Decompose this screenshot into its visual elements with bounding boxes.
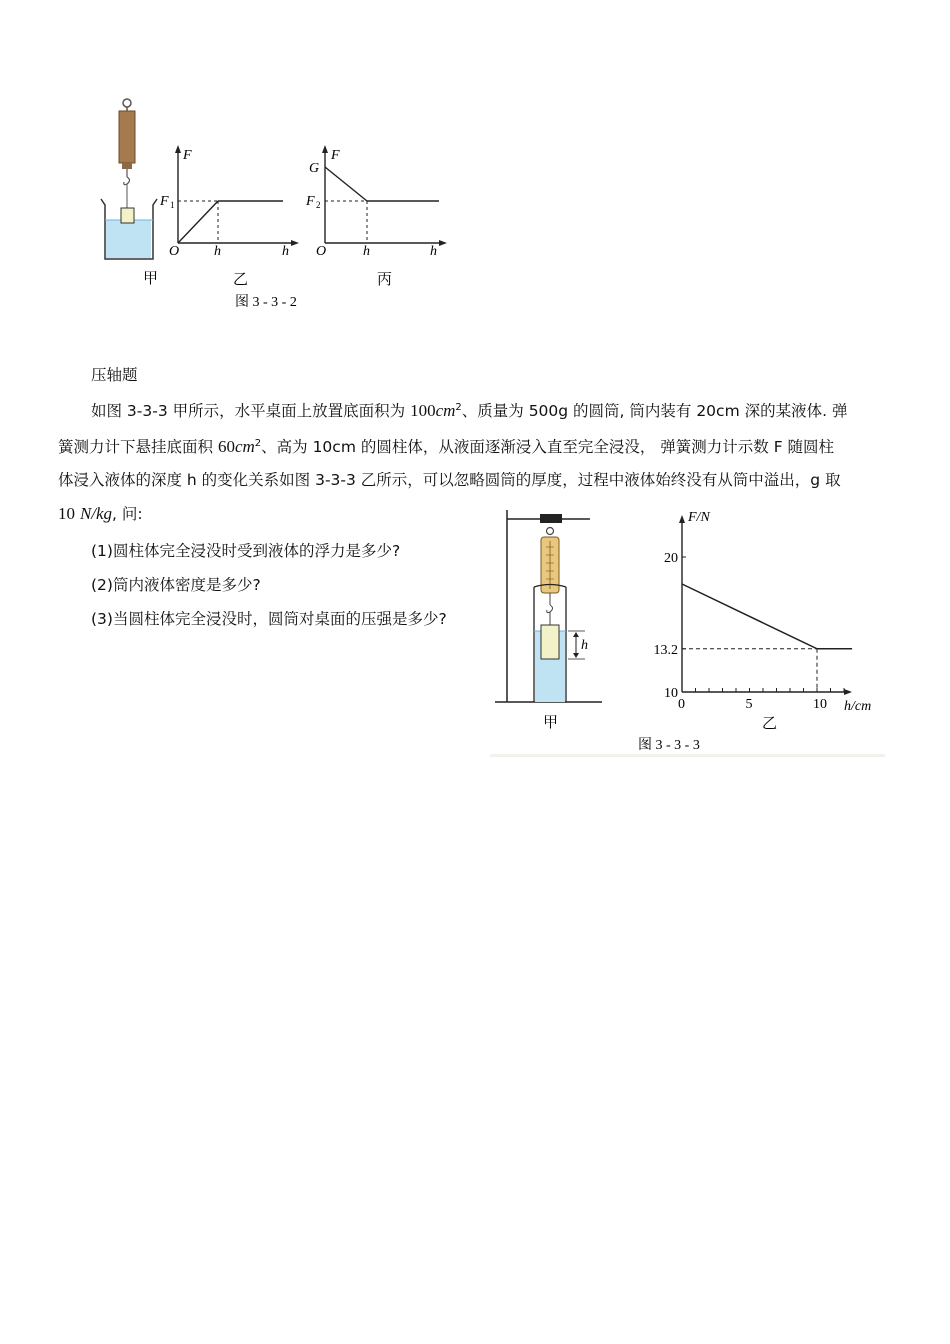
- figure-label-bing: 丙: [377, 272, 393, 288]
- question-2: (2)筒内液体密度是多少?: [91, 576, 261, 594]
- problem-heading: 压轴题: [91, 366, 138, 384]
- bing-origin-label: O: [316, 244, 327, 259]
- figure-label-yi-333: 乙: [762, 716, 778, 732]
- problem-line-4: 10 N/kg, 问:: [58, 504, 143, 523]
- beaker-icon: [101, 199, 157, 259]
- figure-3-3-3: [490, 505, 890, 760]
- yi-origin-label: O: [169, 244, 180, 259]
- chart-y-tick-label: 10: [664, 686, 678, 701]
- chart-y-axis-arrow: [679, 515, 685, 523]
- bing-x-axis-label: h: [430, 244, 437, 259]
- chart-yi: [159, 145, 299, 288]
- yi-f1-label: F: [160, 194, 169, 209]
- yi-x-axis-label: h: [282, 244, 289, 259]
- chart-y-tick-label: 13.2: [653, 642, 678, 658]
- bing-f2-subscript: 2: [316, 200, 321, 210]
- chart-series-line: [682, 584, 852, 649]
- yi-h-tick-label: h: [214, 244, 221, 259]
- bing-h-tick-label: h: [363, 244, 370, 259]
- question-3: (3)当圆柱体完全浸没时，圆筒对桌面的压强是多少?: [91, 610, 447, 628]
- clamp-icon: [540, 514, 562, 523]
- chart-x-axis-label: h/cm: [844, 699, 872, 714]
- question-1: (1)圆柱体完全浸没时受到液体的浮力是多少?: [91, 542, 401, 560]
- g-number: 10: [58, 504, 75, 523]
- chart-y-axis-label: F/N: [688, 510, 710, 525]
- chart-x-tick-label: 5: [745, 697, 753, 712]
- chart-x-tick-label: 0: [678, 697, 685, 712]
- figure-caption-332: 图 3 - 3 - 2: [235, 295, 297, 310]
- problem-line-1: 如图 3-3-3 甲所示，水平桌面上放置底面积为 $100cm^2$、质量为 500g 的圆筒, 筒内装有 20cm 深的某液体. 弹: [91, 401, 848, 421]
- chart-x-tick-label: 10: [813, 697, 827, 712]
- chart-bing: [305, 145, 447, 288]
- g-unit: N/kg: [79, 504, 113, 523]
- bing-y-axis-label: F: [331, 148, 340, 163]
- figure-label-jia-333: 甲: [543, 715, 559, 731]
- bing-f2-label: F: [306, 194, 315, 209]
- yi-y-axis-label: F: [183, 148, 192, 163]
- spring-scale-icon: [119, 99, 135, 208]
- jia-h-label: h: [581, 638, 588, 653]
- problem-line-3: 体浸入液体的深度 h 的变化关系如图 3-3-3 乙所示，可以忽略圆筒的厚度，过程中液体始终没有从筒中溢出，g 取: [58, 471, 841, 489]
- bing-g-label: G: [309, 161, 320, 176]
- figure-label-jia: 甲: [143, 271, 159, 287]
- spring-scale-icon: [541, 528, 559, 628]
- problem-line-2: 簧测力计下悬挂底面积 $60cm^2$、高为 10cm 的圆柱体，从液面逐渐浸入直至完全浸没， 弹簧测力计示数 F 随圆柱: [58, 437, 835, 457]
- apparatus-jia: [495, 510, 602, 731]
- chart-y-tick-label: 20: [664, 551, 678, 566]
- area2-number: 60: [217, 437, 235, 457]
- area2-unit: cm: [234, 437, 255, 457]
- area1-unit: cm: [435, 401, 456, 421]
- chart-x-axis-arrow: [844, 689, 852, 695]
- figure-caption-333: 图 3 - 3 - 3: [638, 738, 700, 753]
- yi-f1-subscript: 1: [170, 200, 175, 210]
- figure-label-yi: 乙: [233, 272, 249, 288]
- figure-3-3-2: [95, 95, 455, 315]
- chart-f-vs-h: [654, 510, 872, 732]
- area1-number: 100: [410, 401, 436, 421]
